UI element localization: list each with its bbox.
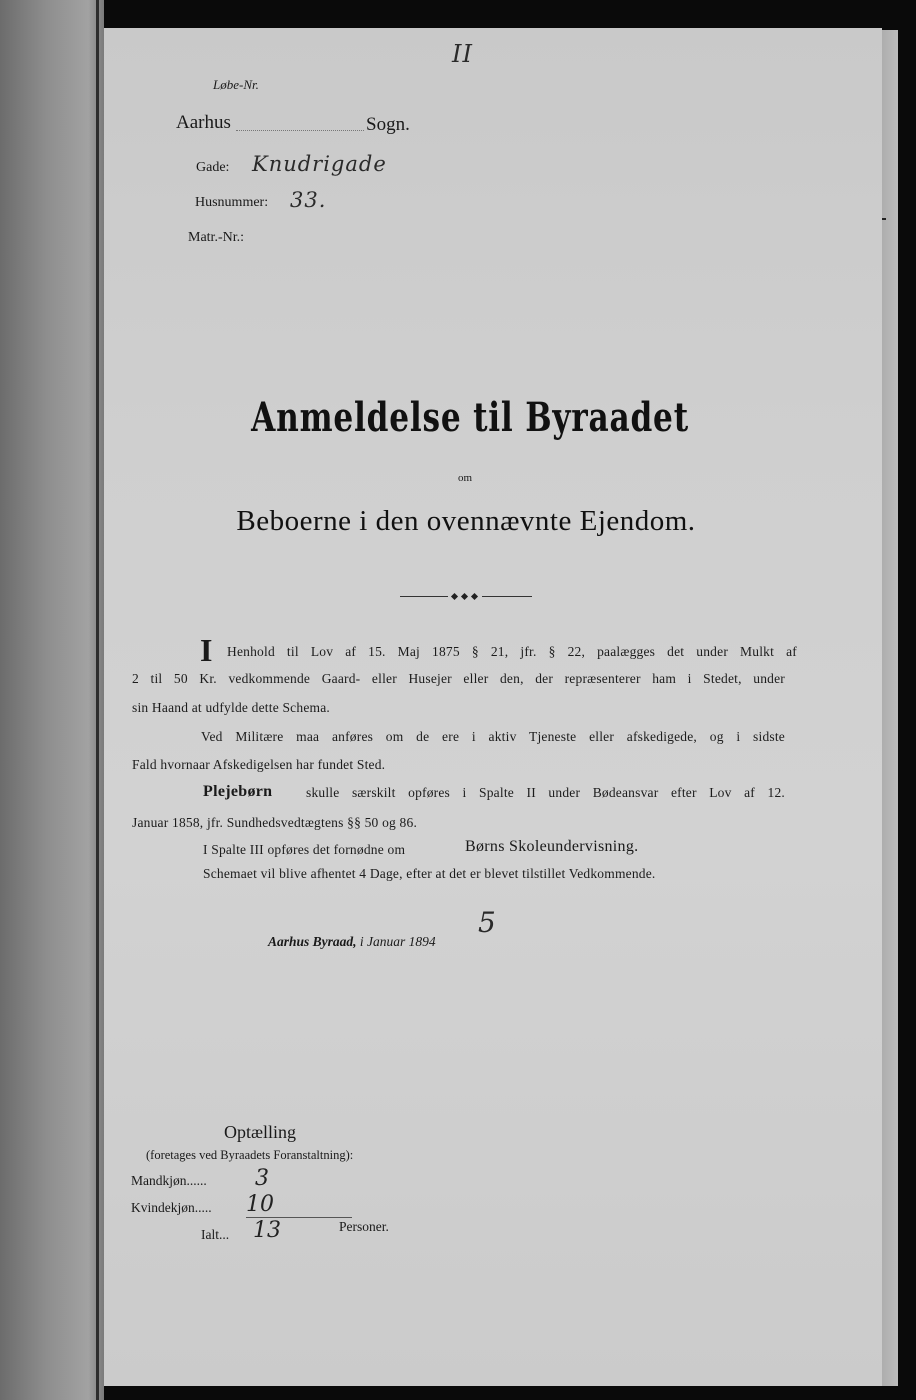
paragraph-5-line-1: Schemaet vil blive afhentet 4 Dage, efter at det er blevet tilstillet Vedkommende. bbox=[203, 866, 656, 881]
matr-label: Matr.-Nr.: bbox=[188, 230, 244, 245]
count-heading: Optælling bbox=[224, 1122, 297, 1142]
subtitle: Beboerne i den ovennævnte Ejendom. bbox=[236, 505, 696, 537]
paragraph-1-line-3: sin Haand at udfylde dette Schema. bbox=[132, 700, 330, 715]
mandkjon-value: 3 bbox=[255, 1166, 269, 1191]
plejeborn-word: Plejebørn bbox=[203, 783, 273, 800]
ornament-divider bbox=[400, 594, 532, 600]
signature-date: i Januar 1894 bbox=[359, 934, 436, 949]
main-title: Anmeldelse til Byraadet bbox=[251, 394, 689, 441]
ialt-label: Ialt... bbox=[201, 1227, 230, 1242]
count-subheading: (foretages ved Byraadets Foranstaltning): bbox=[146, 1148, 354, 1162]
book-spine bbox=[96, 0, 99, 1400]
husnummer-label: Husnummer: bbox=[195, 195, 269, 210]
dropcap: I bbox=[200, 632, 213, 668]
signature-org: Aarhus Byraad, bbox=[268, 934, 357, 949]
gade-value: Knudrigade bbox=[252, 152, 387, 176]
skoleundervisning-word: Børns Skoleundervisning. bbox=[465, 838, 639, 855]
city-label: Aarhus bbox=[176, 112, 231, 133]
ialt-value: 13 bbox=[253, 1218, 281, 1243]
gade-label: Gade: bbox=[196, 160, 230, 175]
roman-numeral: II bbox=[452, 40, 473, 68]
facing-page bbox=[0, 0, 104, 1400]
paragraph-1-line-1: Henhold til Lov af 15. Maj 1875 § 21, jfr. § 22, paalægges det under Mulkt af bbox=[227, 644, 797, 659]
paragraph-1-line-2: 2 til 50 Kr. vedkommende Gaard- eller Husejer eller den, der repræsenterer ham i Stedet, under bbox=[132, 671, 785, 686]
personer-label: Personer. bbox=[339, 1219, 389, 1234]
signature-line bbox=[268, 934, 436, 950]
title-om: om bbox=[458, 472, 473, 484]
lobe-nr-label: Løbe-Nr. bbox=[213, 77, 259, 92]
husnummer-value: 33. bbox=[290, 188, 327, 212]
paragraph-2-line-2: Fald hvornaar Afskedigelsen har fundet Sted. bbox=[132, 757, 386, 772]
paragraph-4-line-1: I Spalte III opføres det fornødne om bbox=[203, 842, 406, 857]
kvindekjon-label: Kvindekjøn..... bbox=[131, 1200, 212, 1215]
mandkjon-label: Mandkjøn...... bbox=[131, 1173, 207, 1188]
paragraph-2-line-1: Ved Militære maa anføres om de ere i aktiv Tjeneste eller afskedigede, og i sidste bbox=[201, 729, 785, 744]
paragraph-3-line-2: Januar 1858, jfr. Sundhedsvedtægtens §§ 50 og 86. bbox=[132, 815, 418, 830]
kvindekjon-value: 10 bbox=[246, 1192, 274, 1217]
paragraph-3-line-1: skulle særskilt opføres i Spalte II under Bødeansvar efter Lov af 12. bbox=[306, 785, 785, 800]
city-dotted-line bbox=[236, 130, 364, 131]
sogn-label: Sogn. bbox=[366, 114, 410, 135]
signature-hand-digit: 5 bbox=[478, 906, 497, 939]
